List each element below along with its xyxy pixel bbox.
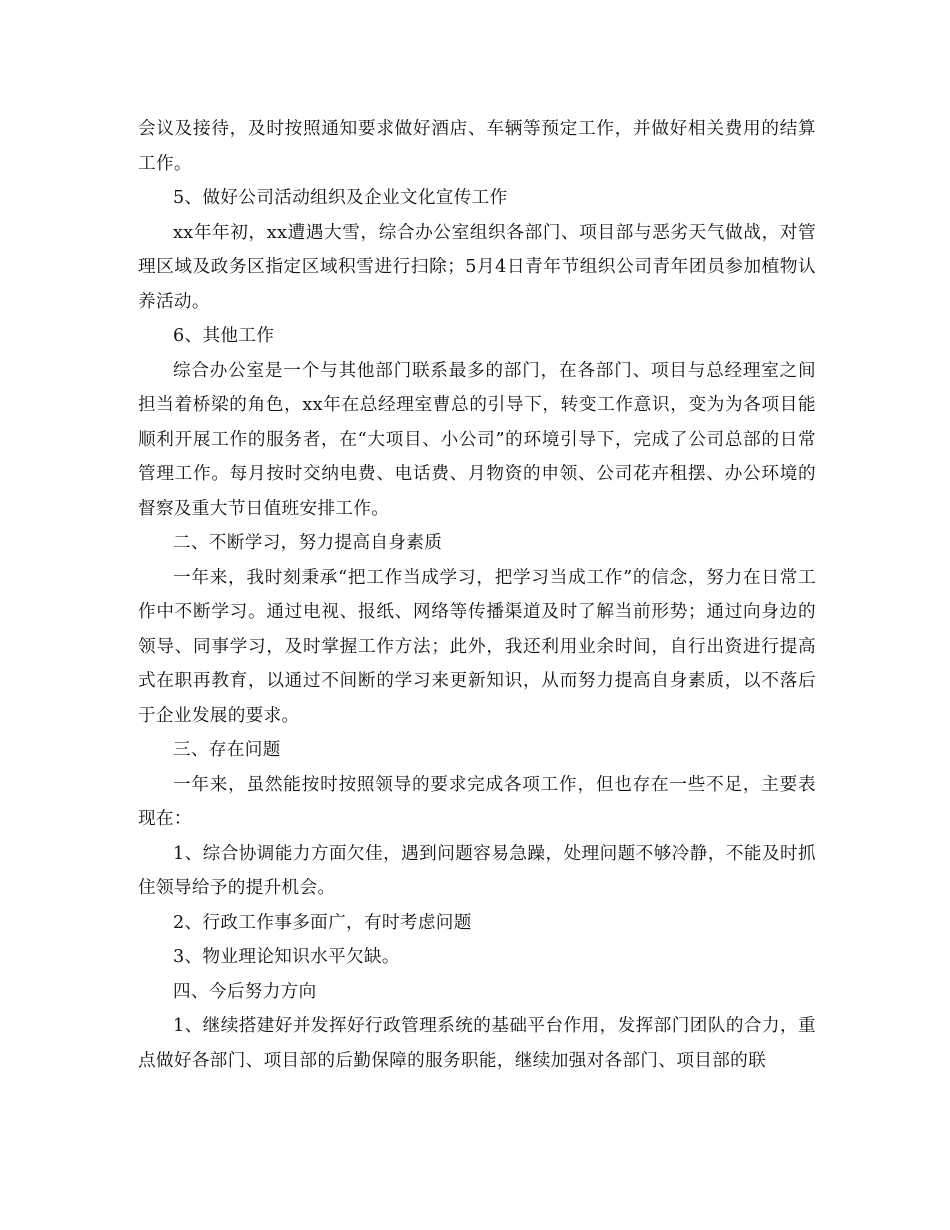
paragraph-10: 2、行政工作事多面广，有时考虑问题 xyxy=(173,912,472,933)
document-body xyxy=(138,112,816,1078)
paragraph-9: 1、综合协调能力方面欠佳，遇到问题容易急躁，处理问题不够冷静，不能及时抓住领导给予的提升机会。 xyxy=(138,843,816,898)
paragraph-0: 会议及接待，及时按照通知要求做好酒店、车辆等预定工作，并做好相关费用的结算工作。 xyxy=(138,119,816,174)
section-heading-3: 三、存在问题 xyxy=(173,740,281,760)
section-heading-5: 5、做好公司活动组织及企业文化宣传工作 xyxy=(173,188,508,208)
section-heading-4: 四、今后努力方向 xyxy=(173,981,317,1002)
paragraph-2: xx年年初，xx遭遇大雪，综合办公室组织各部门、项目部与恶劣天气做战，对管理区域及政务区指定区域积雪进行扫除；5月4日青年节组织公司青年团员参加植物认养活动。 xyxy=(138,222,816,312)
paragraph-11: 3、物业理论知识水平欠缺。 xyxy=(173,947,400,967)
section-heading-2: 二、不断学习，努力提高自身素质 xyxy=(173,533,443,553)
section-heading-6: 6、其他工作 xyxy=(173,326,275,346)
paragraph-13: 1、继续搭建好并发挥好行政管理系统的基础平台作用，发挥部门团队的合力，重点做好各部门、项目部的后勤保障的服务职能，继续加强对各部门、项目部的联 xyxy=(138,1016,816,1071)
paragraph-4: 综合办公室是一个与其他部门联系最多的部门，在各部门、项目与总经理室之间担当着桥梁的角色，xx年在总经理室曹总的引导下，转变工作意识，变为为各项目能顺利开展工作的服务者，在“大项目、小公司”的环境引导下，完成了公司总部的日常管理工作。每月按时交纳电费、电话费、月物资的申领、公司花卉租摆、办公环境的督察及重大节日值班安排工作。 xyxy=(138,360,816,519)
paragraph-8: 一年来，虽然能按时按照领导的要求完成各项工作，但也存在一些不足，主要表现在： xyxy=(138,774,816,829)
paragraph-6: 一年来，我时刻秉承“把工作当成学习，把学习当成工作”的信念，努力在日常工作中不断学习。通过电视、报纸、网络等传播渠道及时了解当前形势；通过向身边的领导、同事学习，及时掌握工作方法；此外，我还利用业余时间，自行出资进行提高式在职再教育，以通过不间断的学习来更新知识，从而努力提高自身素质，以不落后于企业发展的要求。 xyxy=(138,567,816,726)
